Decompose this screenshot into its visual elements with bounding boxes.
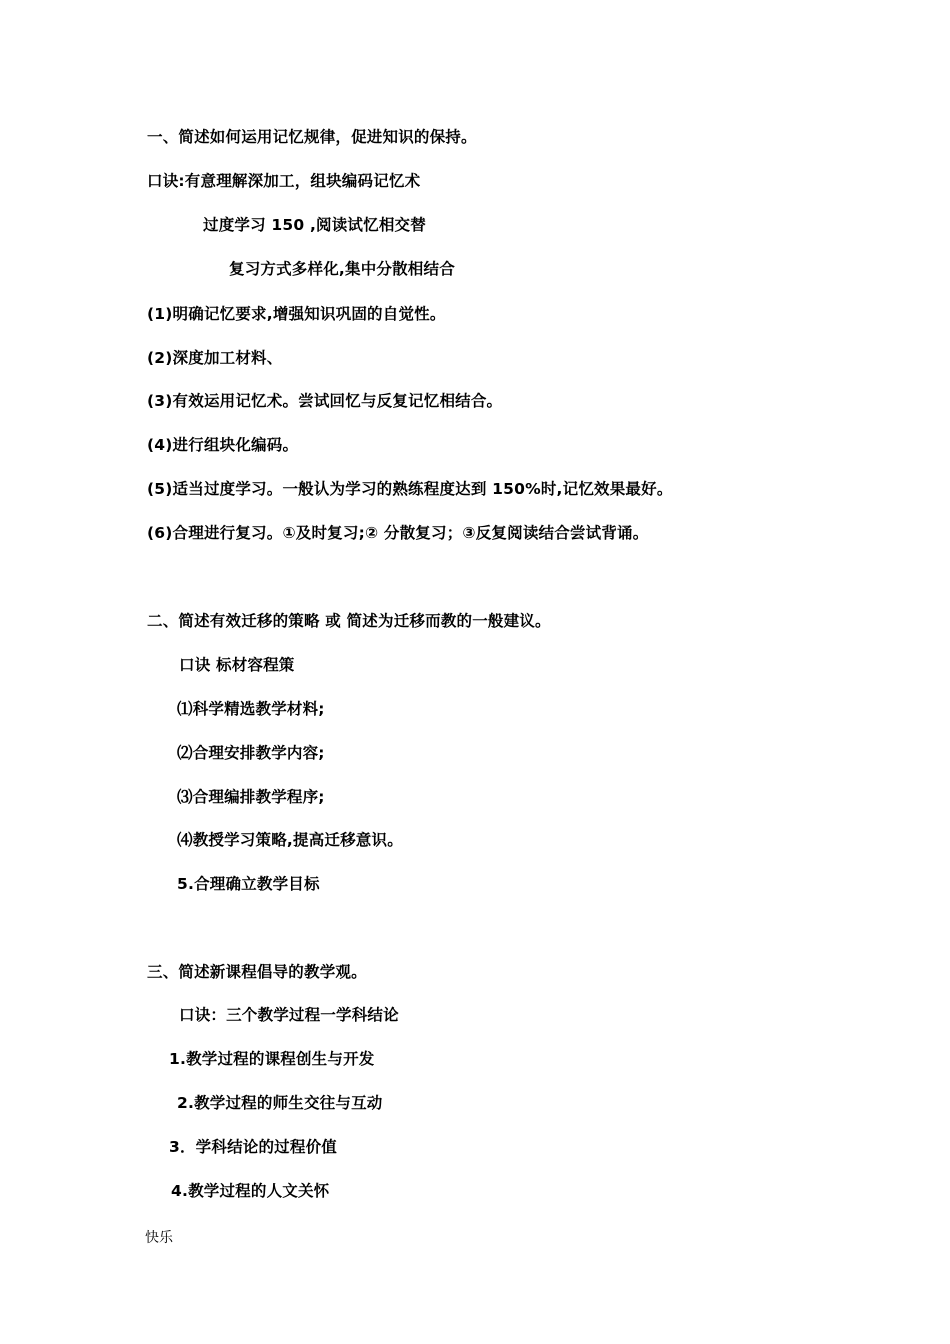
section1-item-2: (2)深度加工材料、 [147, 349, 283, 367]
section3-item-3: 3．学科结论的过程价值 [169, 1138, 337, 1156]
section1-item-1: (1)明确记忆要求,增强知识巩固的自觉性。 [147, 305, 446, 323]
section2-item-5: 5.合理确立教学目标 [177, 875, 320, 893]
section2-mnemonic: 口诀 标材容程策 [179, 656, 295, 674]
section1-item-6: (6)合理进行复习。①及时复习;② 分散复习；③反复阅读结合尝试背诵。 [147, 524, 649, 542]
section1-heading: 一、简述如何运用记忆规律，促进知识的保持。 [147, 128, 477, 146]
section1-item-4: (4)进行组块化编码。 [147, 436, 299, 454]
section1-mnemonic-line3: 复习方式多样化,集中分散相结合 [229, 260, 455, 278]
section2-item-3: ⑶合理编排教学程序; [177, 788, 325, 806]
footer-text: 快乐 [145, 1230, 173, 1246]
section3-heading: 三、简述新课程倡导的教学观。 [147, 963, 367, 981]
section2-heading: 二、简述有效迁移的策略 或 简述为迁移而教的一般建议。 [147, 612, 551, 630]
section1-item-5: (5)适当过度学习。一般认为学习的熟练程度达到 150%时,记忆效果最好。 [147, 480, 673, 498]
section1-item-3: (3)有效运用记忆术。尝试回忆与反复记忆相结合。 [147, 392, 503, 410]
section3-mnemonic: 口诀：三个教学过程一学科结论 [179, 1006, 399, 1024]
section3-item-4: 4.教学过程的人文关怀 [171, 1182, 330, 1200]
section3-item-1: 1.教学过程的课程创生与开发 [169, 1050, 375, 1068]
section2-item-2: ⑵合理安排教学内容; [177, 744, 325, 762]
section2-item-1: ⑴科学精选教学材料; [177, 700, 325, 718]
section2-item-4: ⑷教授学习策略,提高迁移意识。 [177, 831, 403, 849]
section1-mnemonic-line1: 口诀:有意理解深加工，组块编码记忆术 [147, 172, 421, 190]
section1-mnemonic-line2: 过度学习 150 ,阅读试忆相交替 [203, 216, 426, 234]
section3-item-2: 2.教学过程的师生交往与互动 [177, 1094, 383, 1112]
